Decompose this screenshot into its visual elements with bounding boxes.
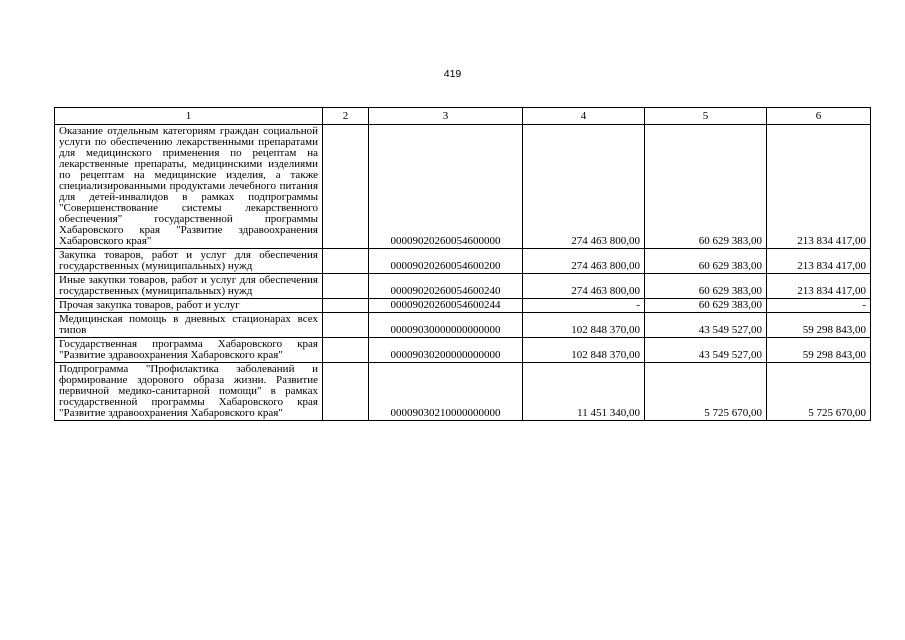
row-value-6: 5 725 670,00 — [767, 363, 871, 421]
table-row — [55, 299, 871, 313]
table-header-row — [55, 108, 871, 125]
row-col2 — [323, 274, 369, 299]
row-code: 00009020260054600200 — [369, 249, 523, 274]
row-col2 — [323, 363, 369, 421]
row-value-4: - — [523, 299, 645, 313]
table-row — [55, 363, 871, 421]
table-row — [55, 274, 871, 299]
row-value-6: 213 834 417,00 — [767, 249, 871, 274]
row-value-6: 213 834 417,00 — [767, 274, 871, 299]
row-name: Подпрограмма "Профилактика заболеваний и формирование здорового образа жизни. Развитие первичной медико-санитарной помощи" в рамках государственной программы Хабаровского края "Развитие здравоохранения Хабаровского края" — [55, 363, 323, 421]
column-header: 3 — [369, 108, 523, 125]
table-row — [55, 249, 871, 274]
row-col2 — [323, 313, 369, 338]
row-value-6: 59 298 843,00 — [767, 338, 871, 363]
row-code: 00009020260054600000 — [369, 125, 523, 249]
table-row — [55, 338, 871, 363]
row-value-5: 60 629 383,00 — [645, 299, 767, 313]
column-header: 2 — [323, 108, 369, 125]
row-value-5: 60 629 383,00 — [645, 274, 767, 299]
row-value-4: 274 463 800,00 — [523, 125, 645, 249]
row-value-5: 60 629 383,00 — [645, 125, 767, 249]
row-code: 00009020260054600240 — [369, 274, 523, 299]
row-col2 — [323, 249, 369, 274]
row-code: 00009030210000000000 — [369, 363, 523, 421]
table-row — [55, 313, 871, 338]
row-code: 00009020260054600244 — [369, 299, 523, 313]
page-number: 419 — [443, 68, 462, 80]
column-header: 6 — [767, 108, 871, 125]
row-value-4: 102 848 370,00 — [523, 313, 645, 338]
row-name: Иные закупки товаров, работ и услуг для обеспечения государственных (муниципальных) нужд — [55, 274, 323, 299]
row-value-5: 43 549 527,00 — [645, 313, 767, 338]
row-name: Прочая закупка товаров, работ и услуг — [55, 299, 323, 313]
row-col2 — [323, 299, 369, 313]
row-col2 — [323, 338, 369, 363]
row-value-4: 274 463 800,00 — [523, 249, 645, 274]
row-name: Оказание отдельным категориям граждан социальной услуги по обеспечению лекарственными препаратами для медицинского применения по рецептам на лекарственные препараты, медицинскими изделиями по рецептам на медицинские изделия, а также специализированными продуктами лечебного питания для детей-инвалидов в рамках подпрограммы "Совершенствование системы лекарственного обеспечения" государственной программы Хабаровского края "Развитие здравоохранения Хабаровского края" — [55, 125, 323, 249]
column-header: 5 — [645, 108, 767, 125]
column-header: 1 — [55, 108, 323, 125]
row-value-5: 60 629 383,00 — [645, 249, 767, 274]
row-name: Государственная программа Хабаровского края "Развитие здравоохранения Хабаровского края" — [55, 338, 323, 363]
row-name: Закупка товаров, работ и услуг для обеспечения государственных (муниципальных) нужд — [55, 249, 323, 274]
budget-table — [54, 107, 871, 421]
row-value-4: 274 463 800,00 — [523, 274, 645, 299]
row-value-4: 11 451 340,00 — [523, 363, 645, 421]
row-value-5: 43 549 527,00 — [645, 338, 767, 363]
row-code: 00009030000000000000 — [369, 313, 523, 338]
row-value-6: 213 834 417,00 — [767, 125, 871, 249]
row-code: 00009030200000000000 — [369, 338, 523, 363]
row-col2 — [323, 125, 369, 249]
table-row — [55, 125, 871, 249]
row-value-6: 59 298 843,00 — [767, 313, 871, 338]
row-value-5: 5 725 670,00 — [645, 363, 767, 421]
row-value-6: - — [767, 299, 871, 313]
row-name: Медицинская помощь в дневных стационарах всех типов — [55, 313, 323, 338]
row-value-4: 102 848 370,00 — [523, 338, 645, 363]
column-header: 4 — [523, 108, 645, 125]
